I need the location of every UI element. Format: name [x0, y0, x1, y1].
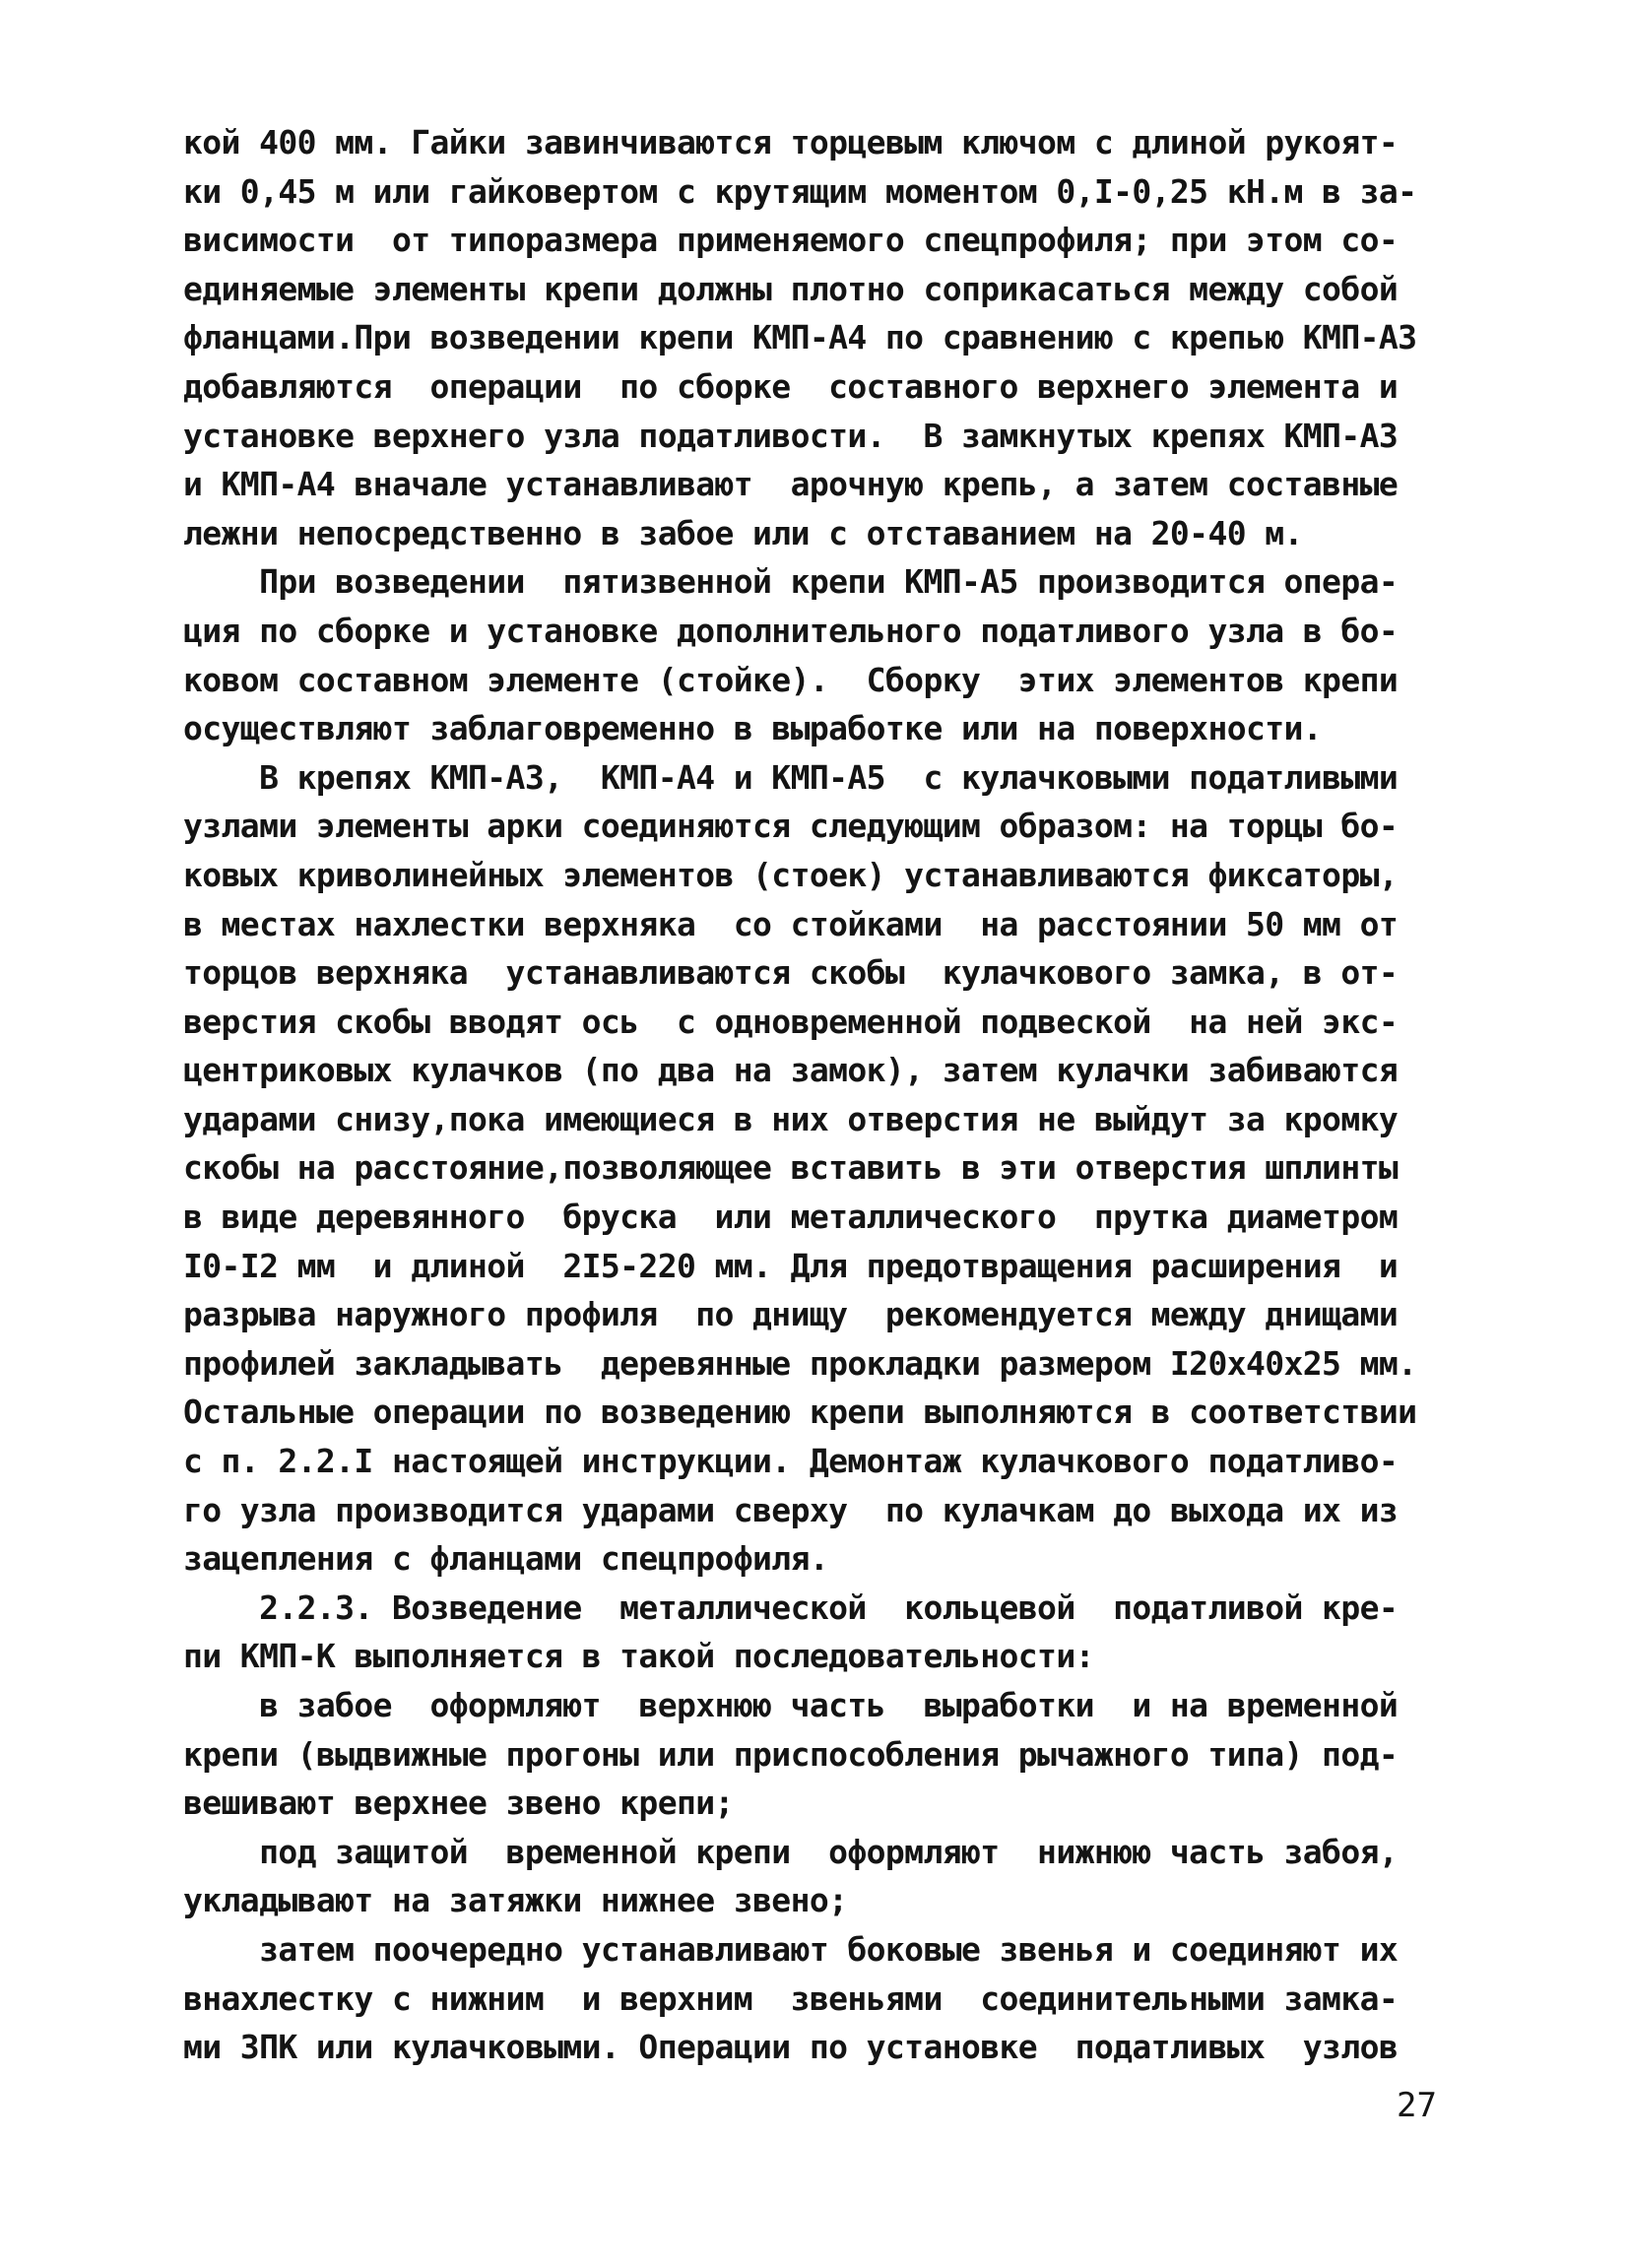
body-text — [183, 118, 1454, 2072]
text-line: центриковых кулачков (по два на замок), затем кулачки забиваются — [183, 1051, 1399, 1090]
text-line: ударами снизу,пока имеющиеся в них отверстия не выйдут за кромку — [183, 1099, 1399, 1138]
text-line: укладывают на затяжки нижнее звено; — [183, 1881, 848, 1920]
text-line: в местах нахлестки верхняка со стойками на расстоянии 50 мм от — [183, 904, 1399, 943]
text-line: При возведении пятизвенной крепи КМП-А5 производится опера- — [183, 562, 1399, 602]
text-line: кой 400 мм. Гайки завинчиваются торцевым ключом с длиной рукоят- — [183, 123, 1399, 162]
text-line: разрыва наружного профиля по днищу рекомендуется между днищами — [183, 1295, 1399, 1334]
text-line: скобы на расстояние,позволяющее вставить в эти отверстия шплинты — [183, 1148, 1399, 1188]
text-line: внахлестку с нижним и верхним звеньями соединительными замка- — [183, 1978, 1399, 2018]
text-line: ковом составном элементе (стойке). Сборку этих элементов крепи — [183, 660, 1399, 699]
page-number: 27 — [1397, 2086, 1437, 2125]
text-line: фланцами.При возведении крепи КМП-А4 по сравнению с крепью КМП-А3 — [183, 318, 1417, 357]
text-line: В крепях КМП-А3, КМП-А4 и КМП-А5 с кулачковыми податливыми — [183, 757, 1399, 797]
text-line: в виде деревянного бруска или металлического прутка диаметром — [183, 1198, 1399, 1237]
text-line: пи КМП-К выполняется в такой последовательности: — [183, 1637, 1094, 1676]
text-line: установке верхнего узла податливости. В замкнутых крепях КМП-А3 — [183, 416, 1399, 455]
text-line: висимости от типоразмера применяемого спецпрофиля; при этом со- — [183, 221, 1399, 260]
text-line: добавляются операции по сборке составного верхнего элемента и — [183, 366, 1399, 406]
text-line: единяемые элементы крепи должны плотно соприкасаться между собой — [183, 269, 1399, 308]
text-line: Остальные операции по возведению крепи выполняются в соответствии — [183, 1393, 1417, 1432]
text-line: профилей закладывать деревянные прокладки размером I20x40x25 мм. — [183, 1343, 1417, 1383]
text-line: зацепления с фланцами спецпрофиля. — [183, 1539, 829, 1579]
text-line: ки 0,45 м или гайковертом с крутящим моментом 0,I-0,25 кН.м в за- — [183, 171, 1417, 211]
text-line: под защитой временной крепи оформляют нижнюю часть забоя, — [183, 1832, 1399, 1871]
text-line: ция по сборке и установке дополнительного податливого узла в бо- — [183, 611, 1399, 650]
text-line: го узла производится ударами сверху по кулачкам до выхода их из — [183, 1490, 1399, 1529]
text-line: ми ЗПК или кулачковыми. Операции по установке податливых узлов — [183, 2028, 1399, 2067]
text-line: I0-I2 мм и длиной 2I5-220 мм. Для предотвращения расширения и — [183, 1246, 1399, 1285]
text-line: в забое оформляют верхнюю часть выработки и на временной — [183, 1686, 1399, 1724]
text-line: вешивают верхнее звено крепи; — [183, 1783, 734, 1823]
text-line: ковых криволинейных элементов (стоек) устанавливаются фиксаторы, — [183, 855, 1399, 894]
text-line: узлами элементы арки соединяются следующим образом: на торцы бо- — [183, 807, 1399, 846]
text-line: и КМП-А4 вначале устанавливают арочную крепь, а затем составные — [183, 465, 1399, 504]
text-line: крепи (выдвижные прогоны или приспособления рычажного типа) под- — [183, 1734, 1399, 1774]
text-line: осуществляют заблаговременно в выработке или на поверхности. — [183, 709, 1323, 748]
text-line: верстия скобы вводят ось с одновременной подвеской на ней экс- — [183, 1002, 1399, 1041]
text-line: 2.2.3. Возведение металлической кольцевой податливой кре- — [183, 1588, 1399, 1627]
text-line: лежни непосредственно в забое или с отставанием на 20-40 м. — [183, 513, 1303, 552]
text-line: торцов верхняка устанавливаются скобы кулачкового замка, в от- — [183, 953, 1399, 993]
text-line: с п. 2.2.I настоящей инструкции. Демонтаж кулачкового податливо- — [183, 1442, 1399, 1481]
text-line: затем поочередно устанавливают боковые звенья и соединяют их — [183, 1929, 1399, 1969]
